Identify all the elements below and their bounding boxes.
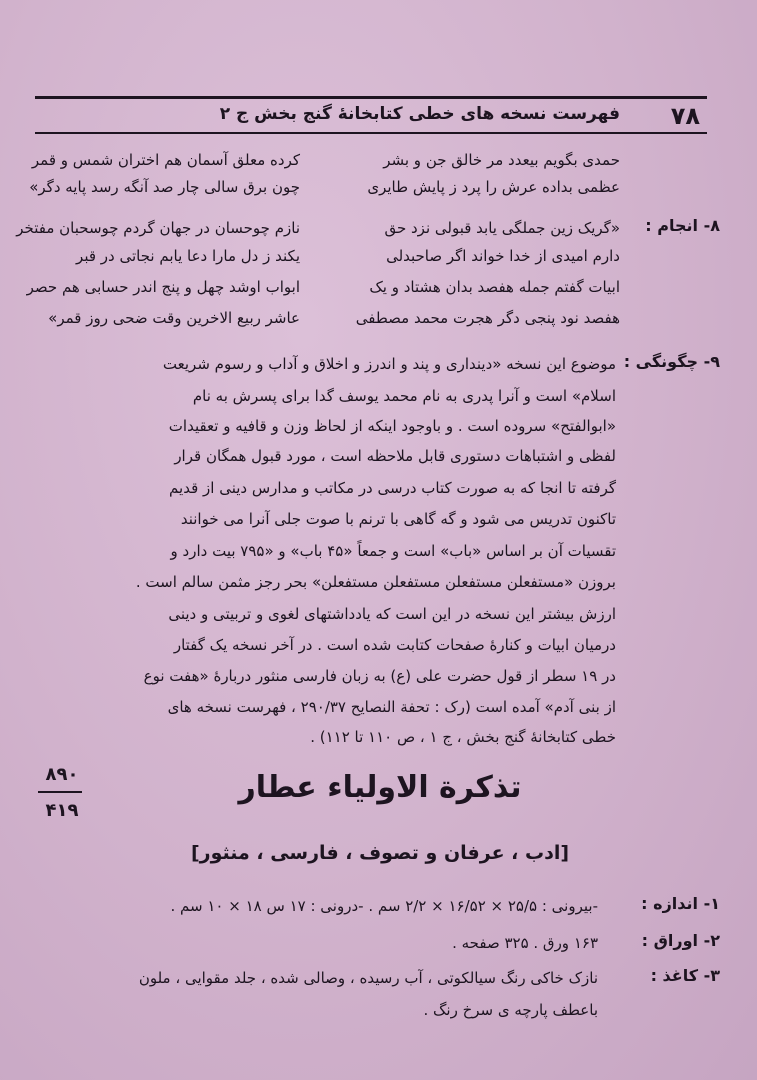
field-value-size: -بیرونی : ۲۵/۵ × ۱۶/۵۲ × ۲/۲ سم . -درونی : ۱۷ س ۱۸ × ۱۰ سم . xyxy=(170,897,598,915)
field-label-size: ۱- اندازه : xyxy=(641,894,720,913)
section-subtitle: [ادب ، عرفان و تصوف ، فارسی ، منثور] xyxy=(190,842,570,864)
item9-label: ۹- چگونگی : xyxy=(623,352,720,371)
paragraph-line: ارزش بیشتر این نسخه در این است که یادداشتهای لغوی و تربیتی و دینی xyxy=(168,605,616,623)
verse-left: نازم چوحسان در جهان گردم چوسحبان مفتخر xyxy=(16,219,300,237)
paragraph-line: تقسیات آن بر اساس «باب» است و جمعاً «۴۵ باب» و «۷۹۵ بیت دارد و xyxy=(170,542,616,560)
paragraph-line: تاکنون تدریس می شود و گه گاهی با ترنم با صوت جلی آنرا می خوانند xyxy=(180,510,616,528)
page-number: ۷۸ xyxy=(670,102,700,130)
verse-left: یکند ز دل مارا دعا یابم نجاتی در قبر xyxy=(76,247,300,265)
field-value-leaves: ۱۶۳ ورق . ۳۲۵ صفحه . xyxy=(452,934,598,952)
verse-right: هفصد نود پنجی دگر هجرت محمد مصطفی xyxy=(355,309,620,327)
paragraph-line: «ابوالفتح» سروده است . و باوجود اینکه از لحاظ وزن و قافیه و تعقیدات xyxy=(168,417,616,435)
item8-label: ۸- انجام : xyxy=(645,216,720,235)
verse-right: عظمی بداده عرش را پرد ز پایش طایری xyxy=(367,178,620,196)
verse-right: دارم امیدی از خدا خواند اگر صاحبدلی xyxy=(386,247,620,265)
field-value-paper: نازک خاکی رنگ سیالکوتی ، آب رسیده ، وصالی شده ، جلد مقوایی ، ملون xyxy=(138,969,598,987)
side-number-top: ۸۹۰ xyxy=(45,764,79,785)
verse-left: کرده معلق آسمان هم اختران شمس و قمر xyxy=(31,151,300,169)
paragraph-line: خطی کتابخانهٔ گنج بخش ، ج ۱ ، ص ۱۱۰ تا ۱۱۲) . xyxy=(310,728,616,746)
paragraph-line: گرفته تا انجا که به صورت کتاب درسی در مکاتب و مدارس دینی از قدیم xyxy=(169,479,616,497)
side-number-divider xyxy=(38,791,82,793)
verse-left: عاشر ربیع الاخرین وقت ضحی روز قمر» xyxy=(48,309,300,327)
header-rule-top xyxy=(35,96,707,99)
verse-left: چون برق سالی چار صد آنگه رسد پایه دگر» xyxy=(29,178,300,196)
paragraph-line: موضوع این نسخه «دینداری و پند و اندرز و اخلاق و آداب و رسوم شریعت xyxy=(162,355,616,373)
verse-left: ابواب اوشد چهل و پنج اندر حسابی هم حصر xyxy=(26,278,300,296)
section-title: تذکرة الاولیاء عطار xyxy=(238,770,522,805)
verse-right: ابیات گفتم جمله هفصد بدان هشتاد و یک xyxy=(369,278,620,296)
field-label-leaves: ۲- اوراق : xyxy=(641,931,720,950)
verse-right: «گریک زین جملگی یابد قبولی نزد حق xyxy=(384,219,620,237)
paragraph-line: لفظی و اشتباهات دستوری قابل ملاحظه است ، مورد قبول همگان قرار xyxy=(174,447,616,465)
field-label-paper: ۳- کاغذ : xyxy=(650,966,720,985)
paragraph-line: از بنی آدم» آمده است (رک : تحفة النصایح ۲۹۰/۳۷ ، فهرست نسخه های xyxy=(167,698,616,716)
paragraph-line: اسلام» است و آنرا پدری به نام محمد یوسف گدا برای پسرش به نام xyxy=(192,387,616,405)
verse-right: حمدی بگویم بیعدد مر خالق جن و بشر xyxy=(383,151,620,169)
header-rule-bottom xyxy=(35,132,707,134)
side-number-bottom: ۴۱۹ xyxy=(45,800,79,821)
paragraph-line: درمیان ابیات و کنارهٔ صفحات کتابت شده است . در آخر نسخه یک گفتار xyxy=(173,636,616,654)
paragraph-line: در ۱۹ سطر از قول حضرت علی (ع) به زبان فارسی منثور دربارهٔ «هفت نوع xyxy=(143,667,616,685)
running-title: فهرست نسخه های خطی کتابخانهٔ گنج بخش ج ۲ xyxy=(219,104,620,124)
field-value-paper-cont: باعطف پارچه ی سرخ رنگ . xyxy=(423,1001,598,1019)
paragraph-line: بروزن «مستفعلن مستفعلن مستفعلن مستفعلن» بحر رجز مثمن سالم است . xyxy=(135,573,616,591)
